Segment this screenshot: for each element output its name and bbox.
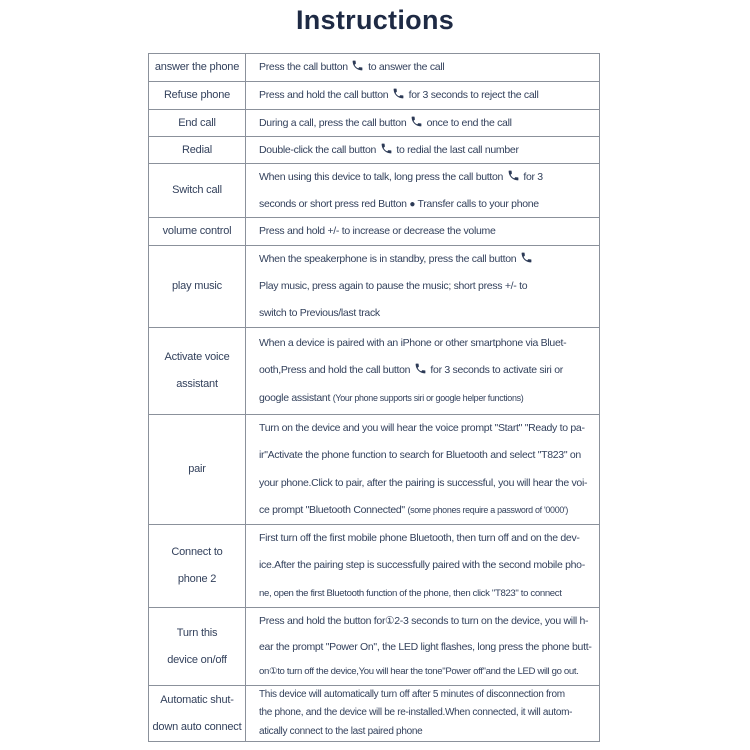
table-row — [149, 525, 599, 608]
content-text: ir"Activate the phone function to search for Bluetooth and select "T823" on — [259, 449, 581, 462]
content-text: google assistant — [259, 391, 333, 404]
content-line — [259, 110, 599, 136]
content-text: seconds or short press red Button — [259, 197, 410, 210]
row-content — [246, 82, 599, 109]
row-label-line: Turn this — [176, 626, 218, 639]
content-text: When using this device to talk, long press the call button — [259, 171, 506, 183]
row-content — [246, 246, 599, 327]
content-text: atically connect to the last paired phone — [259, 725, 423, 737]
content-text: your phone.Click to pair, after the pairing is successful, you will hear the voi- — [259, 476, 588, 489]
content-text: First turn off the first mobile phone Bluetooth, then turn off and on the dev- — [259, 532, 580, 544]
row-label-line: play music — [172, 280, 222, 292]
content-text: Turn on the device and you will hear the voice prompt "Start" "Ready to pa- — [259, 422, 585, 434]
content-text: to answer the call — [365, 61, 445, 73]
content-line — [259, 608, 599, 634]
content-line — [259, 470, 599, 497]
row-label-line: answer the phone — [154, 61, 240, 73]
content-line — [259, 330, 599, 357]
phone-handset-icon — [410, 115, 423, 128]
instructions-table — [148, 53, 600, 742]
content-text: ear the prompt "Power On", the LED light flashes, long press the phone butt- — [259, 640, 592, 653]
row-label-line: pair — [188, 463, 206, 475]
content-text: for 3 seconds to reject the call — [405, 89, 539, 101]
content-line — [259, 82, 599, 109]
content-text: This device will automatically turn off after 5 minutes of disconnection from — [259, 689, 565, 700]
content-text: Press and hold the call button — [259, 89, 391, 101]
content-line — [259, 659, 599, 685]
content-line — [259, 634, 599, 660]
row-content — [246, 54, 599, 81]
row-label-line: Automatic shut- — [160, 693, 234, 706]
content-text: switch to Previous/last track — [259, 307, 380, 319]
row-label — [149, 328, 246, 414]
row-label-line: Redial — [182, 143, 212, 156]
content-text: to redial the last call number — [393, 144, 519, 156]
content-line — [259, 580, 599, 607]
content-text: ice.After the pairing step is successfully paired with the second mobile pho- — [259, 559, 585, 572]
row-label-line: assistant — [176, 378, 218, 390]
content-line — [259, 357, 599, 384]
content-text: Press the call button — [259, 61, 351, 73]
content-text: ooth,Press and hold the call button — [259, 364, 413, 377]
row-content — [246, 137, 599, 163]
row-label-line: phone 2 — [177, 573, 217, 585]
row-content — [246, 686, 599, 741]
row-label — [149, 218, 246, 245]
content-line — [259, 191, 599, 218]
row-content — [246, 525, 599, 607]
row-label — [149, 415, 246, 524]
phone-handset-icon — [392, 87, 405, 100]
table-row — [149, 608, 599, 686]
content-line — [259, 246, 599, 273]
content-line — [259, 525, 599, 552]
table-row — [149, 686, 599, 742]
content-line — [259, 54, 599, 81]
table-row — [149, 328, 599, 415]
content-line — [259, 686, 599, 704]
row-label-line: volume control — [162, 225, 232, 237]
content-text: (Your phone supports siri or google helper functions) — [332, 392, 524, 403]
row-label — [149, 137, 246, 163]
row-content — [246, 608, 599, 685]
content-line — [259, 273, 599, 300]
content-line — [259, 415, 599, 442]
content-text: for 3 — [520, 171, 543, 183]
row-content — [246, 164, 599, 217]
content-text: the phone, and the device will be re-installed.When connected, it will autom- — [259, 707, 573, 719]
row-label-line: Refuse phone — [163, 89, 231, 101]
row-label-line: Switch call — [172, 184, 222, 196]
row-content — [246, 415, 599, 524]
content-text: During a call, press the call button — [259, 117, 409, 129]
row-label-line: device on/off — [167, 653, 227, 666]
content-text: (some phones require a password of '0000') — [407, 504, 569, 515]
row-label — [149, 54, 246, 81]
content-text: ne, open the first Bluetooth function of the phone, then click "T823" to connect — [259, 587, 562, 599]
content-text: Double-click the call button — [259, 144, 379, 156]
phone-handset-icon — [351, 59, 364, 72]
table-row — [149, 246, 599, 328]
row-content — [246, 218, 599, 245]
row-content — [246, 328, 599, 414]
content-line — [259, 385, 599, 412]
row-label — [149, 110, 246, 136]
table-row — [149, 218, 599, 246]
table-row — [149, 82, 599, 110]
row-label — [149, 82, 246, 109]
phone-handset-icon — [414, 362, 427, 375]
table-row — [149, 415, 599, 525]
table-row — [149, 164, 599, 218]
content-text: once to end the call — [423, 117, 512, 129]
content-line — [259, 552, 599, 579]
content-line — [259, 300, 599, 327]
row-label — [149, 608, 246, 685]
row-label-line: Connect to — [171, 546, 223, 558]
content-text: When the speakerphone is in standby, press the call button — [259, 253, 519, 265]
content-text: for 3 seconds to activate siri or — [427, 364, 563, 377]
content-text: ce prompt "Bluetooth Connected" — [259, 503, 408, 516]
row-label — [149, 686, 246, 741]
red-button-icon: ● — [409, 198, 416, 210]
content-line — [259, 218, 599, 245]
row-label-line: down auto connect — [152, 720, 242, 733]
table-row — [149, 54, 599, 82]
content-line — [259, 164, 599, 191]
content-line — [259, 497, 599, 524]
row-label — [149, 246, 246, 327]
page-title: Instructions — [295, 5, 455, 35]
row-label-line: Activate voice — [164, 351, 230, 363]
row-label — [149, 525, 246, 607]
row-content — [246, 110, 599, 136]
phone-handset-icon — [520, 251, 533, 264]
table-row — [149, 110, 599, 137]
table-row — [149, 137, 599, 164]
content-text: on①to turn off the device,You will hear the tone"Power off"and the LED will go out. — [259, 666, 579, 678]
row-label-line: End call — [178, 116, 216, 129]
row-label — [149, 164, 246, 217]
phone-handset-icon — [507, 169, 520, 182]
content-text: When a device is paired with an iPhone or other smartphone via Bluet- — [259, 336, 567, 349]
phone-handset-icon — [380, 142, 393, 155]
content-line — [259, 723, 599, 741]
content-line — [259, 137, 599, 163]
content-text: Press and hold +/- to increase or decrease the volume — [259, 225, 496, 237]
content-text: Transfer calls to your phone — [415, 197, 539, 210]
content-line — [259, 704, 599, 722]
content-text: Press and hold the button for①2-3 seconds to turn on the device, you will h- — [259, 615, 589, 627]
content-line — [259, 442, 599, 469]
content-text: Play music, press again to pause the music; short press +/- to — [259, 280, 528, 292]
